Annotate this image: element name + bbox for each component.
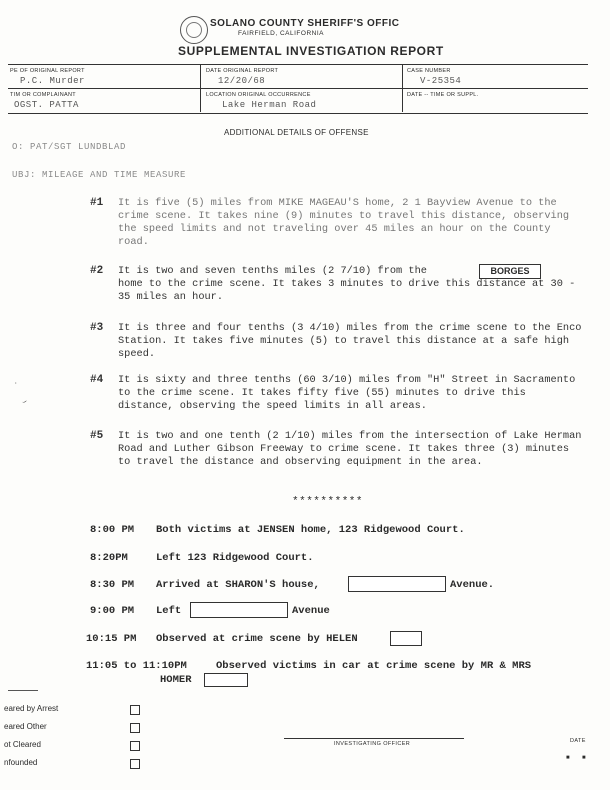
disposition-checkbox[interactable] xyxy=(130,759,140,769)
victim-value: OGST. PATTA xyxy=(14,100,79,110)
investigating-officer-label: INVESTIGATING OFFICER xyxy=(334,741,411,747)
timeline-desc: Observed at crime scene by HELEN xyxy=(156,633,358,645)
paragraph-text: It is three and four tenths (3 4/10) miles from the crime scene to the Enco Station. It takes five minutes (5) to travel this distance at a safe high speed. xyxy=(118,322,582,360)
redaction-box xyxy=(190,602,288,618)
separator-stars: ********** xyxy=(292,496,364,508)
disposition-label: nfounded xyxy=(4,758,38,767)
timeline-desc: Left 123 Ridgewood Court. xyxy=(156,552,314,564)
timeline-time: 9:00 PM xyxy=(90,605,135,617)
paragraph-number: #5 xyxy=(90,430,104,442)
redaction-box xyxy=(390,631,422,646)
report-title: SUPPLEMENTAL INVESTIGATION REPORT xyxy=(178,44,444,58)
date-time-label: DATE -- TIME OR SUPPL. xyxy=(407,92,479,98)
redaction-box xyxy=(348,576,446,592)
case-number-label: CASE NUMBER xyxy=(407,68,451,74)
timeline-desc: Avenue. xyxy=(450,579,495,591)
timeline-desc: Left xyxy=(156,605,182,617)
paragraph-number: #1 xyxy=(90,197,104,209)
subject-line: UBJ: MILEAGE AND TIME MEASURE xyxy=(12,170,187,180)
victim-label: TIM OR COMPLAINANT xyxy=(10,92,76,98)
paragraph-text: It is five (5) miles from MIKE MAGEAU'S home, 2 1 Bayview Avenue to the crime scene. It takes nine (9) minutes to travel this distance, observing the speed limits and not traveling over 45 miles an hour on the County road. xyxy=(118,197,570,248)
timeline-desc: Avenue xyxy=(292,605,330,617)
timeline-desc: Observed victims in car at crime scene by MR & MRS xyxy=(216,660,532,672)
type-label: PE OF ORIGINAL REPORT xyxy=(10,68,85,74)
timeline-time: 8:30 PM xyxy=(90,579,135,591)
timeline-desc: HOMER xyxy=(160,674,192,686)
type-value: P.C. Murder xyxy=(20,76,85,86)
timeline-row xyxy=(90,524,134,536)
timeline-time: 8:00 PM xyxy=(90,524,135,536)
corner-mark: ■ xyxy=(582,754,586,761)
paragraph-text: home to the crime scene. It takes 3 minutes to drive this distance at 30 - 35 miles an hour. xyxy=(118,278,576,303)
agency-name: SOLANO COUNTY SHERIFF'S OFFIC xyxy=(210,18,400,29)
paragraph-text: It is two and seven tenths miles (2 7/10) from the xyxy=(118,265,427,277)
form-column-divider xyxy=(402,64,403,112)
paragraph-text: It is sixty and three tenths (60 3/10) miles from "H" Street in Sacramento to the crime scene. It takes fifty five (55) minutes to drive this distance, observing the speed limits in all areas. xyxy=(118,374,576,412)
date-original-value: 12/20/68 xyxy=(218,76,266,86)
date-original-label: DATE ORIGINAL REPORT xyxy=(206,68,279,74)
case-number-value: V-25354 xyxy=(420,76,462,86)
paragraph-text: It is two and one tenth (2 1/10) miles from the intersection of Lake Herman Road and Luther Gibson Freeway to crime scene. It takes three (3) minutes to travel the distance and observing equipment in the area. xyxy=(118,430,582,468)
disposition-label: ot Cleared xyxy=(4,740,41,749)
signature-line xyxy=(284,738,464,739)
margin-mark: ‿ xyxy=(20,395,27,404)
details-title: ADDITIONAL DETAILS OF OFFENSE xyxy=(224,128,369,137)
to-line: O: PAT/SGT LUNDBLAD xyxy=(12,142,127,152)
timeline-time: 8:20PM xyxy=(90,552,128,564)
form-divider xyxy=(8,88,588,89)
timeline-time: 11:05 to 11:10PM xyxy=(86,660,187,672)
margin-mark: · xyxy=(14,380,18,387)
paragraph-number: #2 xyxy=(90,265,104,277)
form-column-divider xyxy=(200,64,201,112)
disposition-label: eared Other xyxy=(4,722,47,731)
agency-location: FAIRFIELD, CALIFORNIA xyxy=(238,30,324,37)
redaction-box xyxy=(204,673,248,687)
timeline-desc: Arrived at SHARON'S house, xyxy=(156,579,320,591)
disposition-checkbox[interactable] xyxy=(130,741,140,751)
disposition-label: eared by Arrest xyxy=(4,704,59,713)
paragraph-number: #3 xyxy=(90,322,104,334)
sheriff-seal-inner xyxy=(186,22,202,38)
timeline-time: 10:15 PM xyxy=(86,633,137,645)
date-label: DATE xyxy=(570,738,586,744)
location-label: LOCATION ORIGINAL OCCURRENCE xyxy=(206,92,311,98)
paragraph-number: #4 xyxy=(90,374,104,386)
location-value: Lake Herman Road xyxy=(222,100,317,110)
timeline-desc: Both victims at JENSEN home, 123 Ridgewood Court. xyxy=(156,524,465,536)
borges-label: BORGES xyxy=(479,264,541,279)
disposition-checkbox[interactable] xyxy=(130,705,140,715)
disposition-checkbox[interactable] xyxy=(130,723,140,733)
corner-mark: ■ xyxy=(566,754,570,761)
disposition-divider xyxy=(8,690,38,691)
